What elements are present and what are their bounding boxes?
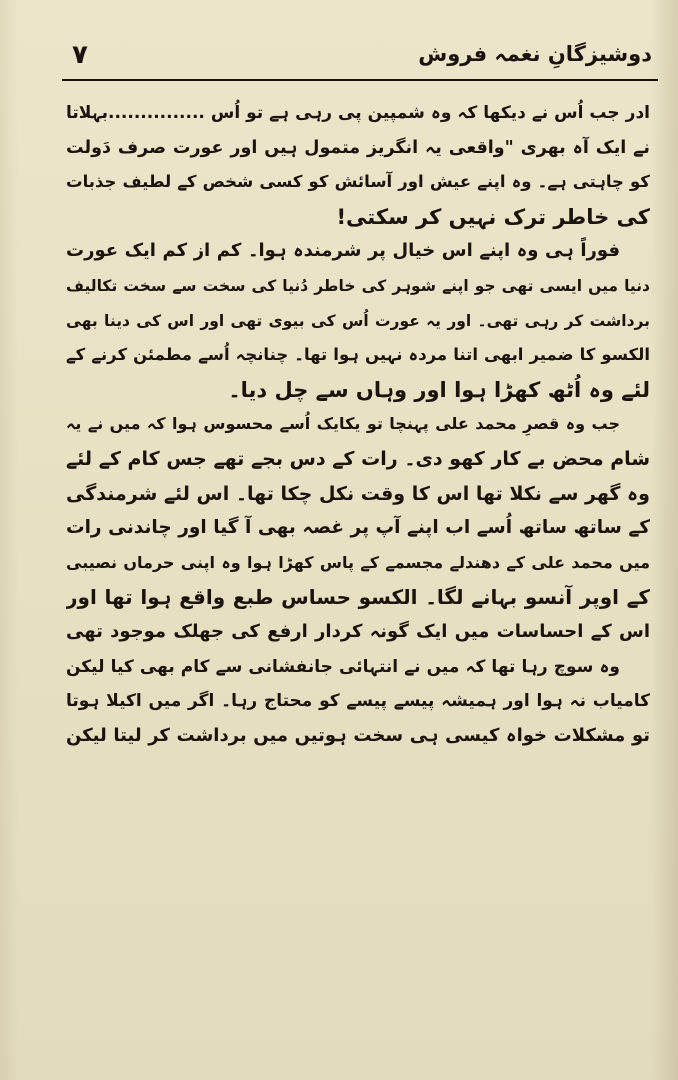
- text-line: میں محمد علی کے دھندلے مجسمے کے پاس کھڑا ہوا وہ اپنی حرماں نصیبی: [66, 552, 650, 572]
- text-line: کامیاب نہ ہوا اور ہمیشہ پیسے پیسے کو محتاج رہا۔ اگر میں اکیلا ہوتا: [66, 691, 650, 712]
- body-text: [66, 96, 650, 1064]
- running-title: دوشیزگانِ نغمہ فروش: [418, 42, 652, 66]
- text-line: تو مشکلات خواہ کیسی ہی سخت ہوتیں میں برداشت کر لیتا لیکن: [66, 724, 650, 746]
- text-line: شام محض بے کار کھو دی۔ رات کے دس بجے تھے جس کام کے لئے: [66, 447, 650, 470]
- text-line: کو چاہتی ہے۔ وہ اپنے عیش اور آسائش کو کسی شخص کے لطیف جذبات: [66, 172, 650, 192]
- text-line: جب وہ قصرِ محمد علی پہنچا تو یکایک اُسے محسوس ہوا کہ میں نے یہ: [66, 414, 620, 434]
- text-line: دنیا میں ایسی تھی جو اپنے شوہر کی خاطر دُنیا کی سخت سے سخت تکالیف: [66, 276, 650, 295]
- text-line: لئے وہ اُٹھ کھڑا ہوا اور وہاں سے چل دیا۔: [228, 377, 650, 402]
- text-line: کی خاطر ترک نہیں کر سکتی!: [336, 204, 650, 229]
- text-line: برداشت کر رہی تھی۔ اور یہ عورت اُس کی بیوی تھی اور اس کی دینا بھی: [66, 311, 650, 330]
- text-line: ادر جب اُس نے دیکھا کہ وہ شمپین پی رہی ہے تو اُس ...............بہلاتا: [66, 103, 650, 123]
- text-line: کے اوپر آنسو بہانے لگا۔ الکسو حساس طبع واقع ہوا تھا اور: [66, 585, 650, 610]
- text-line: وہ سوچ رہا تھا کہ میں نے انتہائی جانفشانی سے کام بھی کیا لیکن: [66, 656, 620, 677]
- text-line: فوراً ہی وہ اپنے اس خیال پر شرمندہ ہوا۔ کم از کم ایک عورت: [66, 240, 620, 262]
- page-number: ۷: [72, 40, 88, 70]
- page-header: [62, 38, 658, 82]
- text-line: اس کے احساسات میں ایک گونہ کردار ارفع کی جھلک موجود تھی: [66, 620, 650, 642]
- text-line: کے ساتھ ساتھ اُسے اب اپنے آپ پر غصہ بھی آ گیا اور چاندنی رات: [66, 517, 650, 539]
- text-line: وہ گھر سے نکلا تھا اس کا وقت نکل چکا تھا۔ اس لئے شرمندگی: [66, 482, 650, 505]
- text-line: نے ایک آہ بھری "واقعی یہ انگریز متمول ہیں اور عورت صرف دَولت: [66, 137, 650, 158]
- text-line: الکسو کا ضمیر ابھی اتنا مردہ نہیں ہوا تھا۔ چنانچہ اُسے مطمئن کرنے کے: [66, 345, 650, 365]
- header-rule: [62, 79, 658, 81]
